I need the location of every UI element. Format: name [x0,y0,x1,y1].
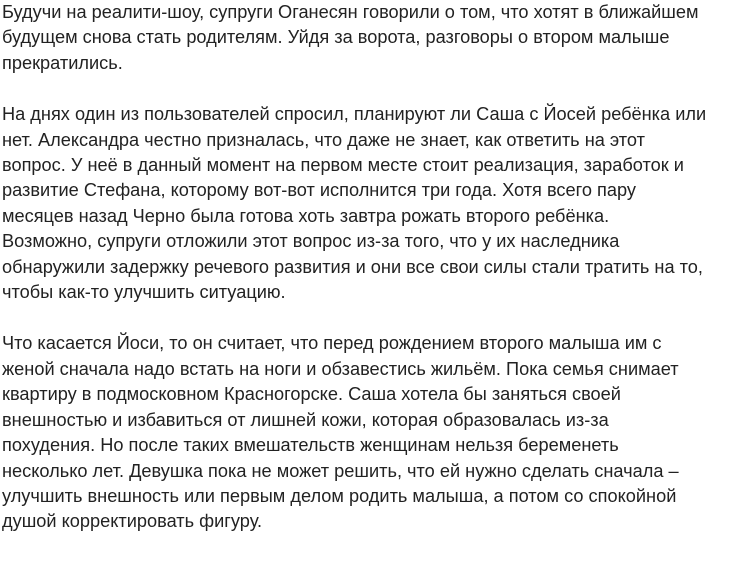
text-line: развитие Стефана, которому вот-вот исполнится три года. Хотя всего пару [2,180,636,201]
article-body [2,0,726,535]
text-line: нет. Александра честно призналась, что даже не знает, как ответить на этот [2,129,645,150]
text-line: внешностью и избавиться от лишней кожи, которая образовалась из-за [2,409,609,430]
text-line: Возможно, супруги отложили этот вопрос из-за того, что у их наследника [2,231,620,252]
text-line: обнаружили задержку речевого развития и они все свои силы стали тратить на то, [2,256,703,277]
text-line: прекратились. [2,52,123,73]
text-line: квартиру в подмосковном Красногорске. Саша хотела бы заняться своей [2,384,621,405]
text-line: душой корректировать фигуру. [2,511,263,532]
text-line: На днях один из пользователей спросил, планируют ли Саша с Йосей ребёнка или [2,104,707,125]
text-line: чтобы как-то улучшить ситуацию. [2,282,286,303]
text-line: женой сначала надо встать на ноги и обзавестись жильём. Пока семья снимает [2,358,679,379]
article-paragraph-3 [2,331,726,534]
text-line: Будучи на реалити-шоу, супруги Оганесян говорили о том, что хотят в ближайшем [2,2,699,22]
article-paragraph-2 [2,102,726,305]
text-line: будущем снова стать родителям. Уйдя за ворота, разговоры о втором малыше [2,27,670,48]
text-line: Что касается Йоси, то он считает, что перед рождением второго малыша им с [2,333,662,354]
text-line: улучшить внешность или первым делом родить малыша, а потом со спокойной [2,485,677,506]
text-line: похудения. Но после таких вмешательств женщинам нельзя беременеть [2,435,619,456]
text-line: вопрос. У неё в данный момент на первом месте стоит реализация, заработок и [2,155,684,176]
article-paragraph-1 [2,0,726,76]
text-line: месяцев назад Черно была готова хоть завтра рожать второго ребёнка. [2,205,610,226]
text-line: несколько лет. Девушка пока не может решить, что ей нужно сделать сначала – [2,460,679,481]
